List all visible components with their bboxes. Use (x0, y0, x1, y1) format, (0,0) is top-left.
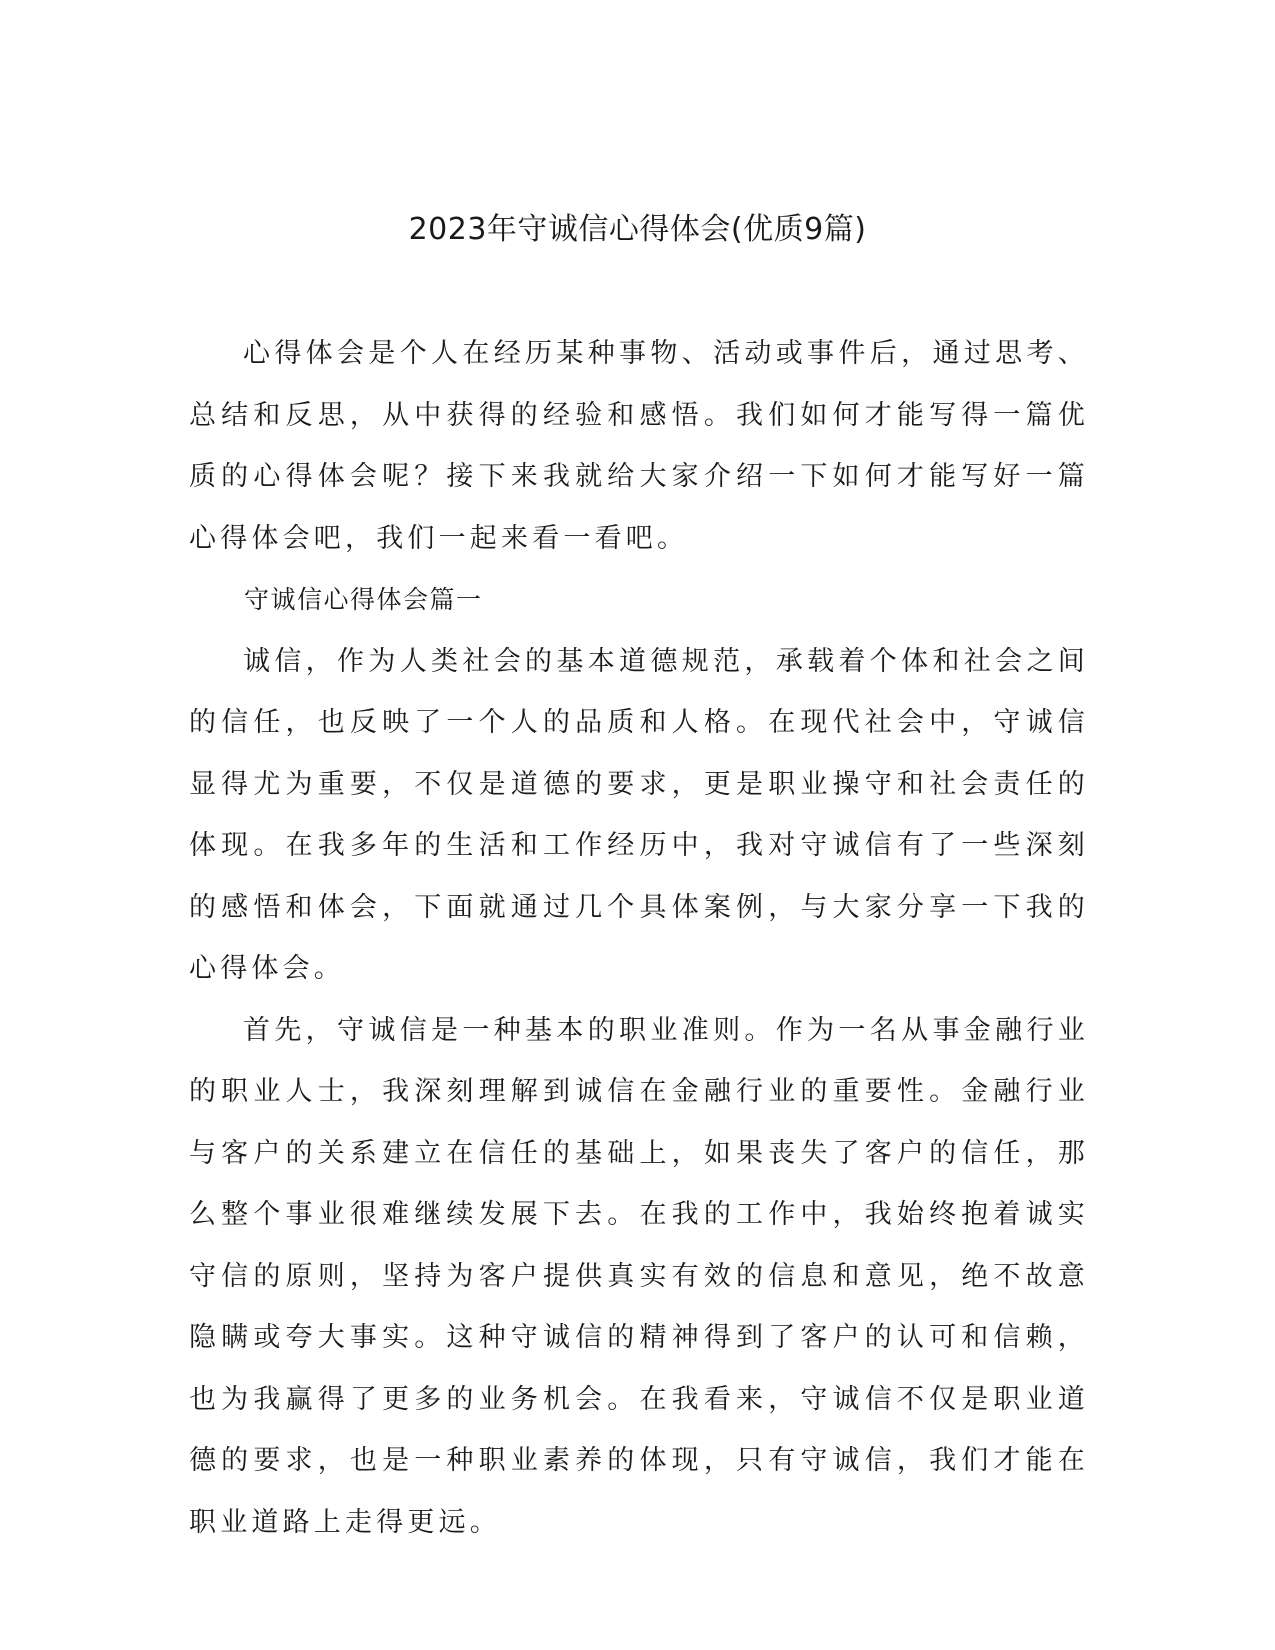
intro-paragraph: 心得体会是个人在经历某种事物、活动或事件后，通过思考、总结和反思，从中获得的经验和感悟。我们如何才能写得一篇优质的心得体会呢？接下来我就给大家介绍一下如何才能写好一篇心得体会吧，我们一起来看一看吧。 (189, 338, 1089, 554)
body-paragraph-1: 诚信，作为人类社会的基本道德规范，承载着个体和社会之间的信任，也反映了一个人的品质和人格。在现代社会中，守诚信显得尤为重要，不仅是道德的要求，更是职业操守和社会责任的体现。在我多年的生活和工作经历中，我对守诚信有了一些深刻的感悟和体会，下面就通过几个具体案例，与大家分享一下我的心得体会。 (189, 645, 1089, 984)
document-title: 2023年守诚信心得体会(优质9篇) (408, 212, 867, 247)
section-heading: 守诚信心得体会篇一 (244, 585, 483, 614)
body-paragraph-2: 首先，守诚信是一种基本的职业准则。作为一名从事金融行业的职业人士，我深刻理解到诚信在金融行业的重要性。金融行业与客户的关系建立在信任的基础上，如果丧失了客户的信任，那么整个事业很难继续发展下去。在我的工作中，我始终抱着诚实守信的原则，坚持为客户提供真实有效的信息和意见，绝不故意隐瞒或夸大事实。这种守诚信的精神得到了客户的认可和信赖，也为我赢得了更多的业务机会。在我看来，守诚信不仅是职业道德的要求，也是一种职业素养的体现，只有守诚信，我们才能在职业道路上走得更远。 (189, 1014, 1089, 1538)
document-body (189, 323, 1089, 1553)
